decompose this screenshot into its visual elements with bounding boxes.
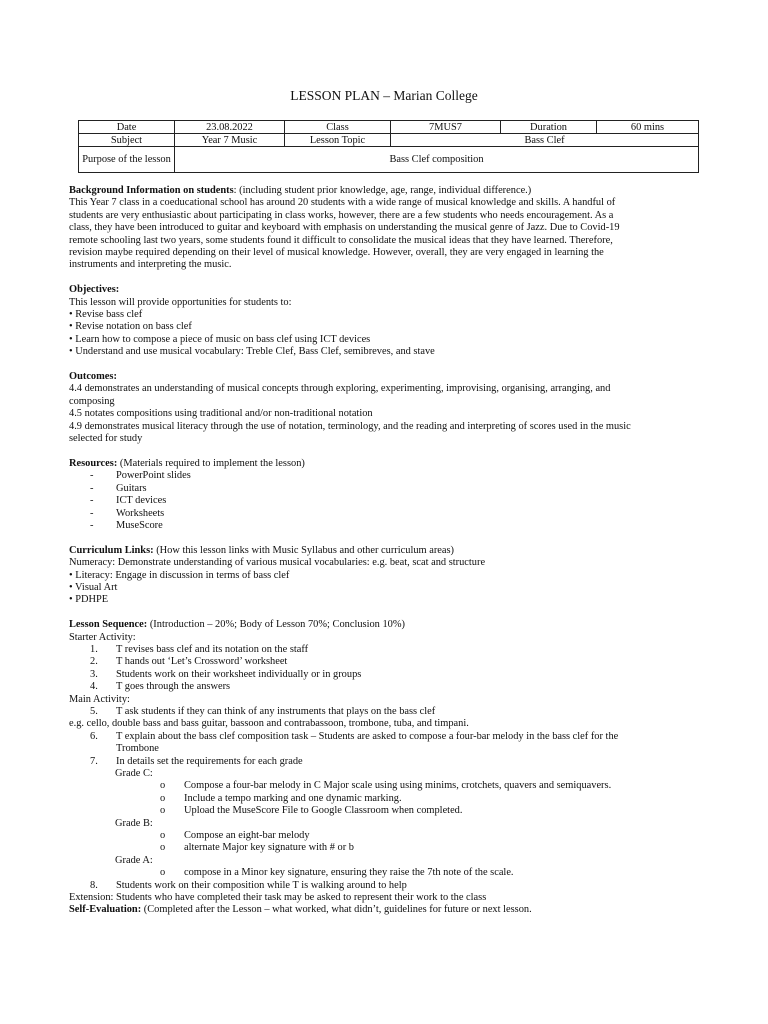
list-item: o Compose an eight-bar melody bbox=[160, 830, 310, 842]
table-row bbox=[79, 134, 699, 147]
list-item: • Understand and use musical vocabulary: Treble Clef, Bass Clef, semibreves, and stave bbox=[69, 346, 435, 358]
list-item: o Upload the MuseScore File to Google Classroom when completed. bbox=[160, 805, 463, 817]
paragraph-line: students are very enthusiastic about participating in class works, however, there are a few students who needs encouragement. As a bbox=[69, 209, 614, 221]
grade-a-label: Grade A: bbox=[115, 854, 153, 866]
duration-value: 60 mins bbox=[597, 121, 699, 134]
resources-heading-note: (Materials required to implement the lesson) bbox=[117, 457, 305, 469]
class-value: 7MUS7 bbox=[391, 121, 501, 134]
lesson-info-table bbox=[78, 120, 699, 173]
list-item: o compose in a Minor key signature, ensuring they raise the 7th note of the scale. bbox=[160, 867, 514, 879]
purpose-label: Purpose of the lesson bbox=[79, 147, 175, 173]
topic-value: Bass Clef bbox=[391, 134, 699, 147]
list-item: 4. T goes through the answers bbox=[90, 681, 231, 693]
resources-section bbox=[69, 458, 709, 532]
page-title: LESSON PLAN – Marian College bbox=[290, 88, 478, 103]
paragraph-line: instruments and interpreting the music. bbox=[69, 259, 232, 271]
topic-label: Lesson Topic bbox=[285, 134, 391, 147]
class-label: Class bbox=[285, 121, 391, 134]
list-item: 3. Students work on their worksheet individually or in groups bbox=[90, 668, 362, 680]
purpose-value: Bass Clef composition bbox=[175, 147, 699, 173]
list-item: 5. T ask students if they can think of any instruments that plays on the bass clef bbox=[90, 705, 436, 717]
self-eval-heading: Self-Evaluation: bbox=[69, 904, 142, 916]
outcome-line: 4.5 notates compositions using traditional and/or non-traditional notation bbox=[69, 408, 373, 420]
grade-b-label: Grade B: bbox=[115, 817, 153, 829]
list-item: • Revise notation on bass clef bbox=[69, 321, 192, 333]
objectives-section bbox=[69, 284, 709, 358]
list-item: 2. T hands out ‘Let’s Crossword’ worksheet bbox=[90, 656, 288, 668]
lesson-content bbox=[69, 185, 709, 917]
list-item: 8. Students work on their composition while T is walking around to help bbox=[90, 879, 407, 891]
example-line: e.g. cello, double bass and bass guitar, bassoon and contrabassoon, trombone, tuba, and timpani. bbox=[69, 718, 469, 730]
self-eval-note: (Completed after the Lesson – what worked, what didn’t, guidelines for future or next lesson. bbox=[141, 904, 532, 916]
paragraph-line: This Year 7 class in a coeducational school has around 20 students with a wide range of musical knowledge and skills. A handful of bbox=[69, 197, 616, 209]
background-heading: Background Information on students bbox=[69, 185, 234, 196]
duration-label: Duration bbox=[501, 121, 597, 134]
date-value: 23.08.2022 bbox=[175, 121, 285, 134]
sequence-section bbox=[69, 619, 709, 917]
sequence-heading: Lesson Sequence: bbox=[69, 619, 148, 631]
list-item: - Worksheets bbox=[90, 507, 165, 519]
curriculum-section bbox=[69, 545, 709, 607]
list-item: • Learn how to compose a piece of music on bass clef using ICT devices bbox=[69, 333, 371, 345]
list-item: • Literacy: Engage in discussion in terms of bass clef bbox=[69, 569, 290, 581]
objectives-heading: Objectives: bbox=[69, 284, 120, 296]
date-label: Date bbox=[79, 121, 175, 134]
objectives-intro: This lesson will provide opportunities for students to: bbox=[69, 296, 292, 308]
list-item: • Visual Art bbox=[69, 581, 118, 593]
list-item: • PDHPE bbox=[69, 594, 109, 606]
list-item: • Revise bass clef bbox=[69, 309, 143, 321]
outcomes-heading: Outcomes: bbox=[69, 371, 117, 383]
paragraph-line: revision maybe required depending on their level of musical knowledge. However, overall, they are very engaged in learning the bbox=[69, 247, 604, 259]
table-row bbox=[79, 147, 699, 173]
list-item: Numeracy: Demonstrate understanding of various musical vocabularies: e.g. beat, scat and structure bbox=[69, 557, 486, 569]
subject-label: Subject bbox=[79, 134, 175, 147]
list-item: - ICT devices bbox=[90, 495, 167, 507]
background-heading-note: : (including student prior knowledge, age, range, individual difference.) bbox=[233, 185, 532, 196]
resources-heading: Resources: bbox=[69, 457, 118, 469]
extension-line: Extension: Students who have completed their task may be asked to represent their work to the class bbox=[69, 892, 487, 904]
list-item: 6. T explain about the bass clef composition task – Students are asked to compose a four-bar melody in the bass clef for the Trombone bbox=[90, 730, 619, 755]
list-item: o Compose a four-bar melody in C Major scale using using minims, crotchets, quavers and semiquavers. bbox=[160, 780, 612, 792]
paragraph-line: remote schooling last two years, some students found it difficult to consolidate the musical ideas that they have learned. Therefore, bbox=[69, 234, 613, 246]
table-row bbox=[79, 121, 699, 134]
background-section bbox=[69, 185, 709, 272]
grade-c-label: Grade C: bbox=[115, 768, 153, 780]
list-item: - Guitars bbox=[90, 482, 147, 494]
main-label: Main Activity: bbox=[69, 693, 130, 705]
list-item: o alternate Major key signature with # or b bbox=[160, 842, 354, 854]
outcome-line: 4.9 demonstrates musical literacy through the use of notation, terminology, and the reading and interpreting of scores used in the music bbox=[69, 420, 631, 432]
sequence-heading-note: (Introduction – 20%; Body of Lesson 70%; Conclusion 10%) bbox=[147, 619, 405, 631]
outcome-line: selected for study bbox=[69, 433, 143, 445]
list-item: - MuseScore bbox=[90, 519, 163, 531]
outcome-line: composing bbox=[69, 395, 115, 407]
subject-value: Year 7 Music bbox=[175, 134, 285, 147]
list-item: o Include a tempo marking and one dynamic marking. bbox=[160, 792, 402, 804]
starter-label: Starter Activity: bbox=[69, 631, 136, 643]
paragraph-line: class, they have been introduced to guitar and keyboard with emphasis on understanding the musical genre of Jazz. Due to Covid-19 bbox=[69, 222, 620, 234]
curriculum-heading-note: (How this lesson links with Music Syllabus and other curriculum areas) bbox=[153, 544, 455, 556]
outcome-line: 4.4 demonstrates an understanding of musical concepts through exploring, experimenting, improvising, organising, arranging, and bbox=[69, 383, 611, 395]
list-item: - PowerPoint slides bbox=[90, 470, 191, 482]
list-item: 7. In details set the requirements for each grade bbox=[90, 755, 303, 767]
curriculum-heading: Curriculum Links: bbox=[69, 544, 154, 556]
list-item: 1. T revises bass clef and its notation on the staff bbox=[90, 643, 309, 655]
outcomes-section bbox=[69, 371, 709, 445]
